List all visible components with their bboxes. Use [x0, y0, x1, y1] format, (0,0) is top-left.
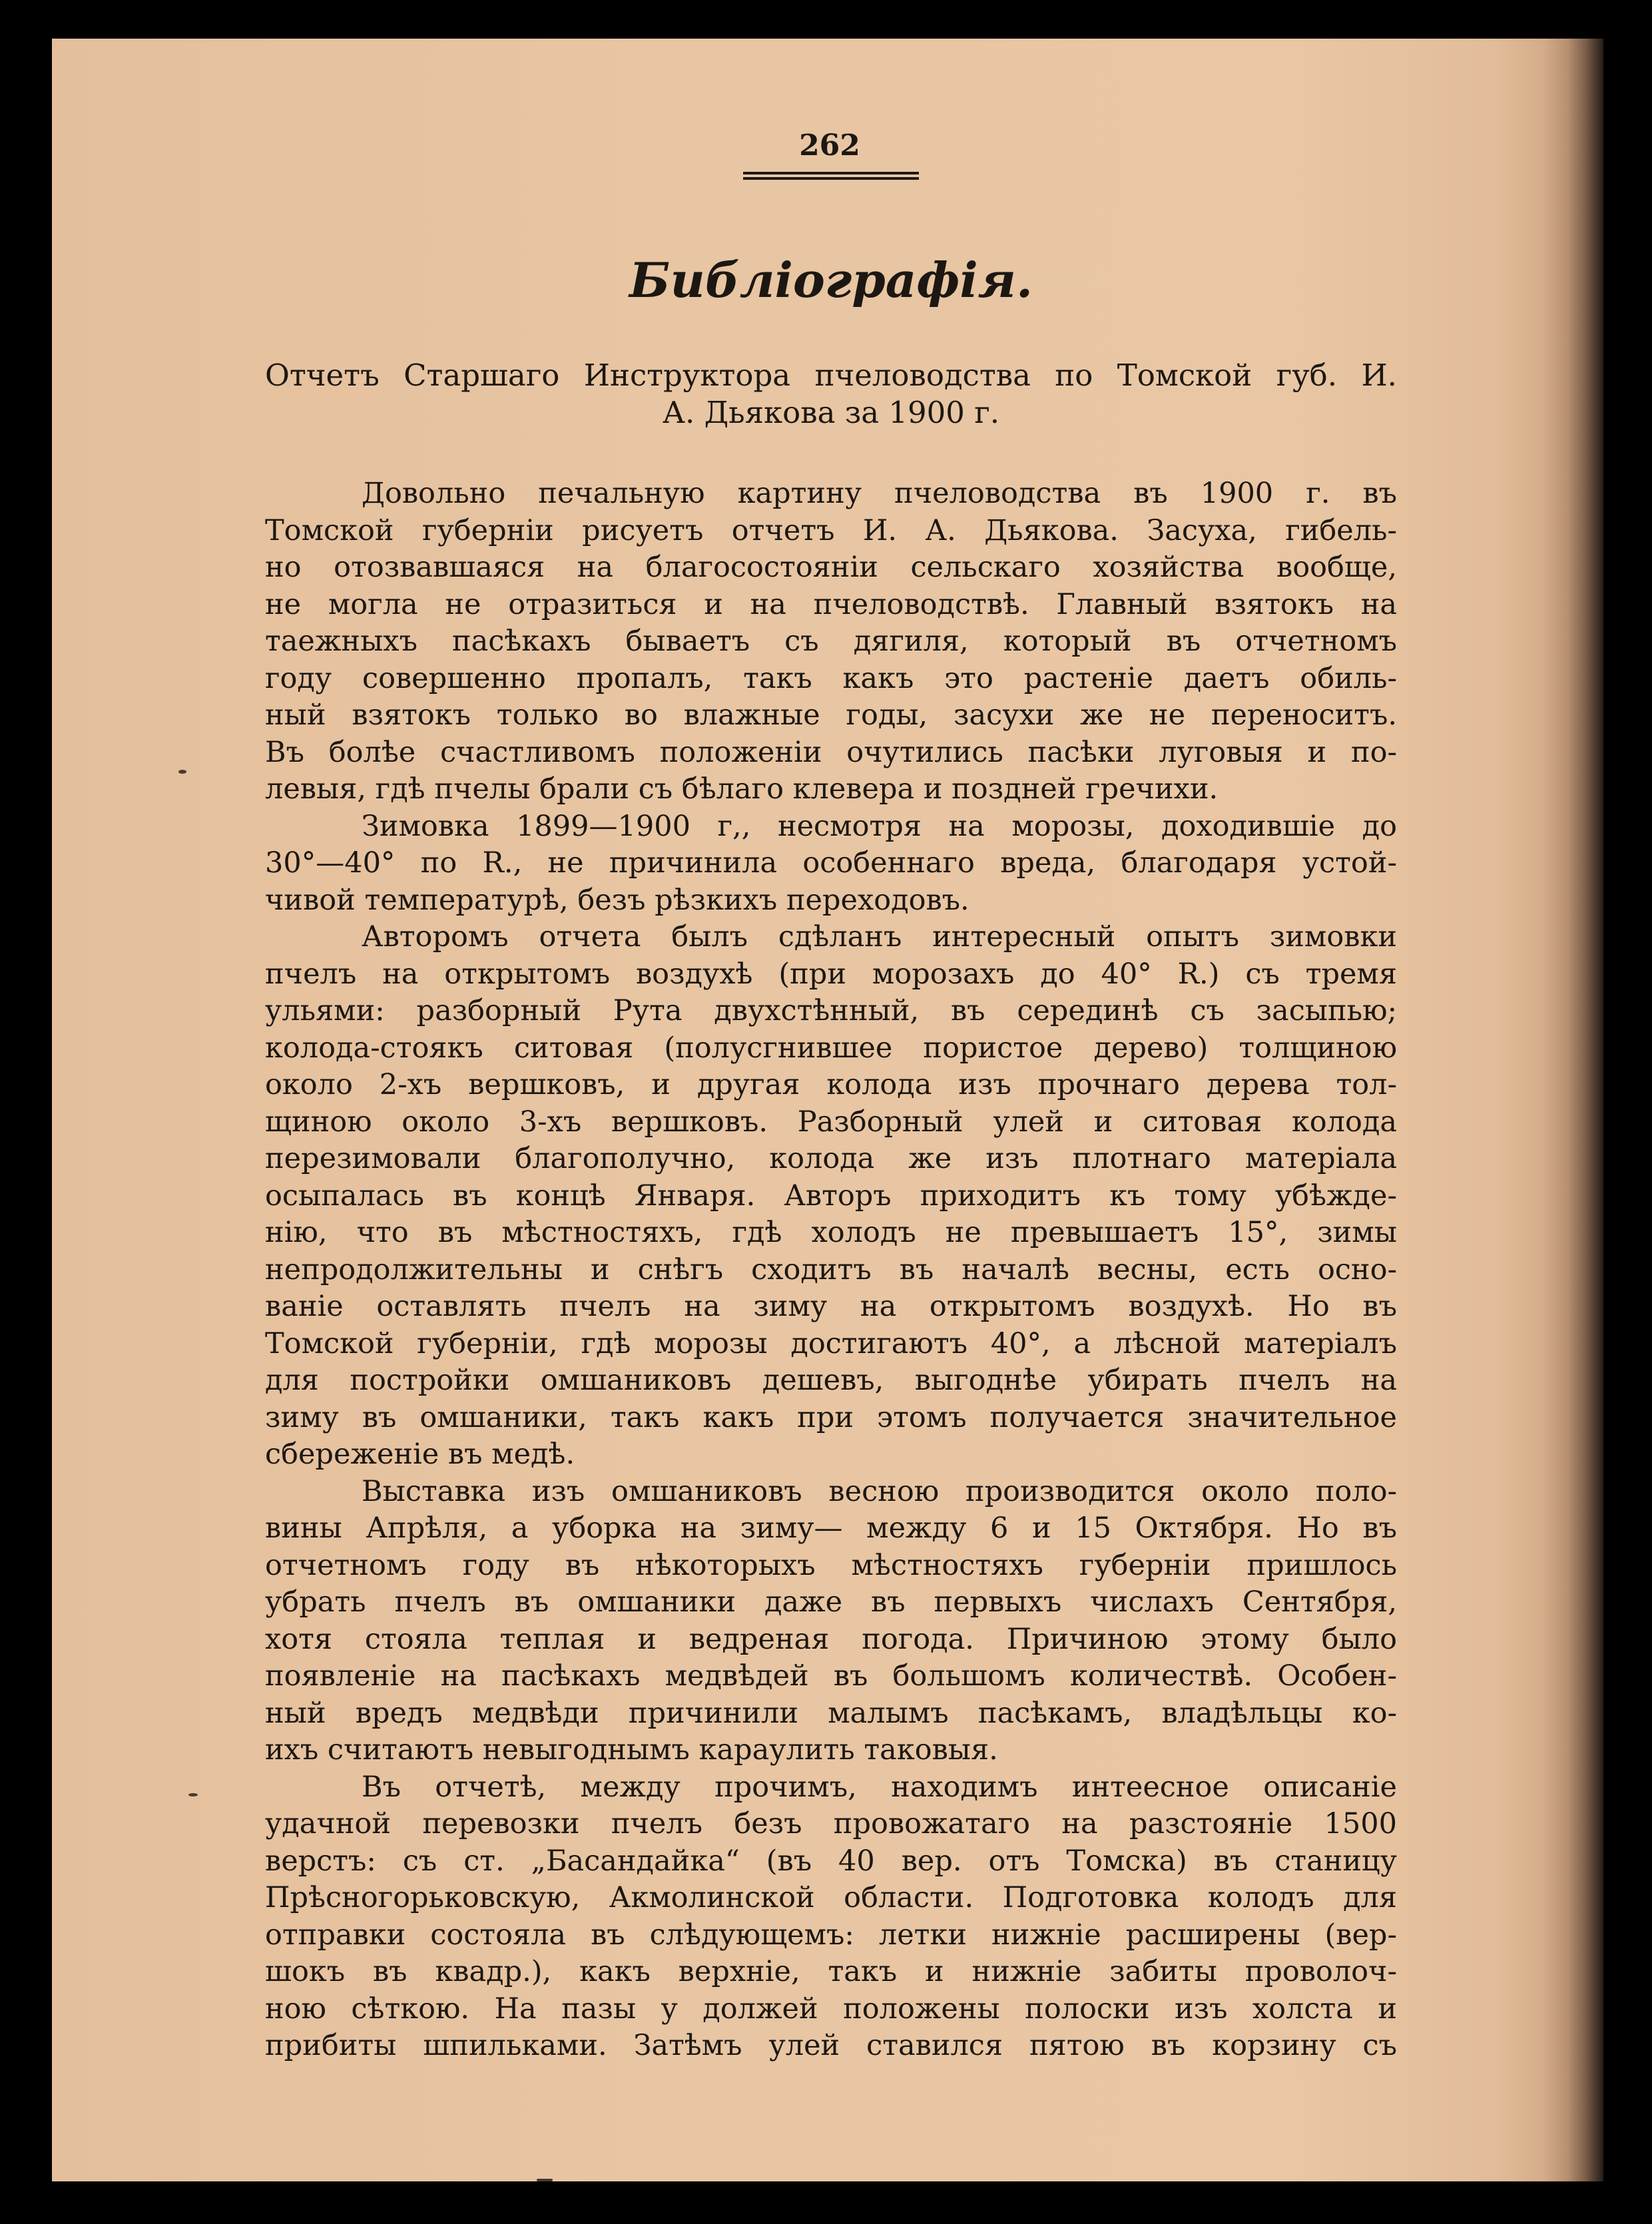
text-line: отчетномъ году въ нѣкоторыхъ мѣстностяхъ губерніи пришлось — [265, 1548, 1397, 1582]
ink-speck — [188, 1793, 198, 1797]
text-line: убрать пчелъ въ омшаники даже въ первыхъ числахъ Сентября, — [265, 1585, 1397, 1619]
text-line: Въ отчетѣ, между прочимъ, находимъ интеесное описаніе — [362, 1770, 1397, 1804]
text-line: пчелъ на открытомъ воздухѣ (при морозахъ до 40° R.) съ тремя — [265, 957, 1397, 991]
page-number-rule — [743, 172, 919, 180]
report-title-line: Отчетъ Старшаго Инструктора пчеловодства по Томской губ. И. — [265, 358, 1397, 393]
text-line: ный вредъ медвѣди причинили малымъ пасѣкамъ, владѣльцы ко- — [265, 1696, 1397, 1730]
book-spine-shadow — [1543, 39, 1603, 2181]
text-line: Прѣсногорьковскую, Акмолинской области. Подготовка колодъ для — [265, 1881, 1397, 1914]
text-line: ульями: разборный Рута двухстѣнный, въ серединѣ съ засыпью; — [265, 994, 1397, 1027]
report-title-line: А. Дьякова за 1900 г. — [662, 395, 1000, 430]
text-line: левыя, гдѣ пчелы брали съ бѣлаго клевера и поздней гречихи. — [265, 772, 1219, 806]
page-number: 262 — [799, 129, 860, 162]
text-line: около 2-хъ вершковъ, и другая колода изъ прочнаго дерева тол- — [265, 1068, 1397, 1101]
text-line: ваніе оставлять пчелъ на зиму на открытомъ воздухѣ. Но въ — [265, 1290, 1397, 1323]
text-line: удачной перевозки пчелъ безъ провожатаго на разстояніе 1500 — [265, 1807, 1397, 1840]
text-line: Довольно печальную картину пчеловодства въ 1900 г. въ — [362, 477, 1397, 510]
text-line: но отозвавшаяся на благосостояніи сельскаго хозяйства вообще, — [265, 551, 1397, 584]
text-line: ный взятокъ только во влажные годы, засухи же не переноситъ. — [265, 698, 1397, 732]
ink-speck — [178, 770, 186, 774]
text-line: сбереженіе въ медѣ. — [265, 1438, 575, 1471]
text-line: Авторомъ отчета былъ сдѣланъ интересный опытъ зимовки — [362, 920, 1397, 954]
book-page — [52, 39, 1603, 2181]
text-line: Томской губерніи, гдѣ морозы достигаютъ 40°, а лѣсной матеріалъ — [265, 1326, 1397, 1360]
text-line: зиму въ омшаники, такъ какъ при этомъ получается значительное — [265, 1400, 1397, 1434]
text-line: колода-стоякъ ситовая (полусгнившее пористое дерево) толщиною — [265, 1031, 1397, 1065]
text-line: нію, что въ мѣстностяхъ, гдѣ холодъ не превышаетъ 15°, зимы — [265, 1216, 1397, 1249]
text-line: щиною около 3-хъ вершковъ. Разборный улей и ситовая колода — [265, 1105, 1397, 1139]
text-line: чивой температурѣ, безъ рѣзкихъ переходовъ. — [265, 883, 969, 917]
text-line: ихъ считаютъ невыгоднымъ караулить таковыя. — [265, 1733, 998, 1767]
text-line: Зимовка 1899—1900 г,, несмотря на морозы, доходившіе до — [362, 809, 1397, 843]
text-line: Выставка изъ омшаниковъ весною производится около поло- — [362, 1474, 1397, 1508]
text-line: перезимовали благополучно, колода же изъ плотнаго матеріала — [265, 1142, 1397, 1175]
text-line: таежныхъ пасѣкахъ бываетъ съ дягиля, который въ отчетномъ — [265, 625, 1397, 658]
report-title — [265, 357, 1397, 431]
text-line: прибиты шпильками. Затѣмъ улей ставился пятою въ корзину съ — [265, 2029, 1397, 2062]
text-line: ною сѣткою. На пазы у должей положены полоски изъ холста и — [265, 1992, 1397, 2026]
text-line: появленіе на пасѣкахъ медвѣдей въ большомъ количествѣ. Особен- — [265, 1659, 1397, 1693]
text-line: вины Апрѣля, а уборка на зиму— между 6 и 15 Октября. Но въ — [265, 1512, 1397, 1545]
text-line: Томской губерніи рисуетъ отчетъ И. А. Дьякова. Засуха, гибель- — [265, 513, 1397, 547]
text-line: осыпалась въ концѣ Января. Авторъ приходитъ къ тому убѣжде- — [265, 1179, 1397, 1213]
text-line: отправки состояла въ слѣдующемъ: летки нижніе расширены (вер- — [265, 1918, 1397, 1952]
text-line: году совершенно пропалъ, такъ какъ это растеніе даетъ обиль- — [265, 661, 1397, 695]
text-line: шокъ въ квадр.), какъ верхніе, такъ и нижніе забиты проволоч- — [265, 1955, 1397, 1988]
text-line: не могла не отразиться и на пчеловодствѣ. Главный взятокъ на — [265, 587, 1397, 621]
text-line: 30°—40° по R., не причинила особеннаго вреда, благодаря устой- — [265, 846, 1397, 880]
body-text — [265, 475, 1397, 2065]
text-line: хотя стояла теплая и ведреная погода. Причиною этому было — [265, 1622, 1397, 1656]
text-line: Въ болѣе счастливомъ положеніи очутились пасѣки луговыя и по- — [265, 735, 1397, 769]
ink-speck — [537, 2179, 553, 2181]
text-line: для постройки омшаниковъ дешевъ, выгоднѣе убирать пчелъ на — [265, 1364, 1397, 1397]
section-title: Библіографія. — [629, 252, 1033, 308]
text-line: верстъ: съ ст. „Басандайка“ (въ 40 вер. отъ Томска) въ станицу — [265, 1844, 1397, 1878]
text-line: непродолжительны и снѣгъ сходитъ въ началѣ весны, есть осно- — [265, 1252, 1397, 1286]
